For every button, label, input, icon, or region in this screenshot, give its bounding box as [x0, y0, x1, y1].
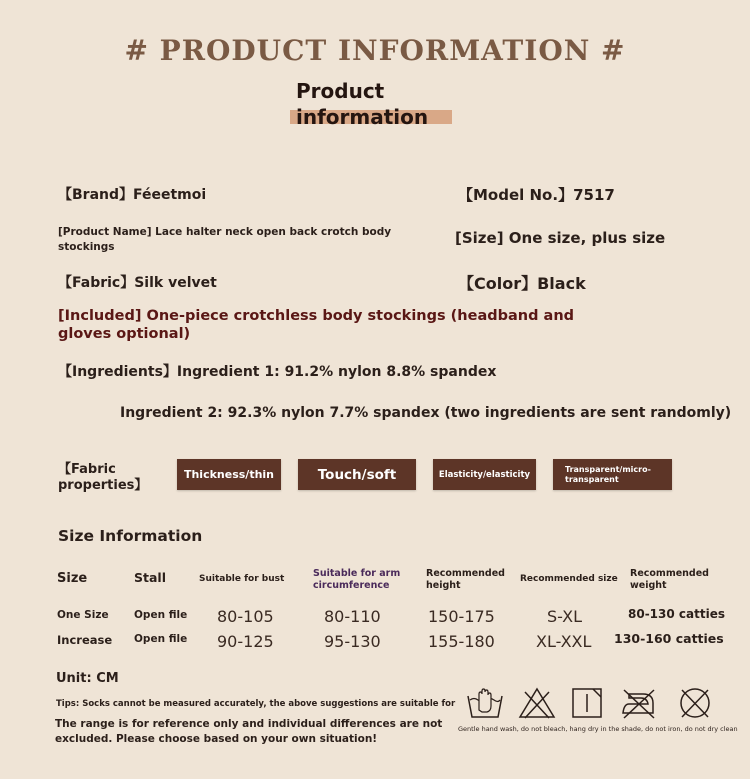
- size-text: [Size] One size, plus size: [455, 229, 666, 247]
- tips-text: Tips: Socks cannot be measured accurately, the above suggestions are suitable for: [56, 699, 456, 709]
- row2-arm: 95-130: [324, 632, 381, 651]
- row2-bust: 90-125: [217, 632, 274, 651]
- no-dry-clean-icon: [675, 686, 715, 720]
- no-iron-icon: [619, 686, 659, 720]
- section-title-line1: Product: [296, 79, 385, 103]
- col-arm-header: Suitable for arm circumference: [313, 568, 401, 591]
- row1-recsize: S-XL: [547, 607, 583, 626]
- section-title: [296, 78, 428, 130]
- fabric-properties-label: 【Fabric properties】: [58, 462, 148, 493]
- col-stall-header: Stall: [134, 570, 166, 585]
- brand-text: 【Brand】Féeetmoi: [58, 187, 207, 203]
- tag-transparent: Transparent/micro-transparent: [553, 459, 672, 490]
- row2-size: Increase: [57, 633, 113, 647]
- col-size-header: Size: [57, 571, 88, 586]
- tag-elasticity: Elasticity/elasticity: [433, 459, 536, 490]
- product-name-text: [Product Name] Lace halter neck open back crotch body stockings: [58, 226, 392, 253]
- page-header: # PRODUCT INFORMATION #: [124, 34, 626, 67]
- row1-weight: 80-130 catties: [628, 607, 725, 621]
- ingredients-line1: 【Ingredients】Ingredient 1: 91.2% nylon 8.8% spandex: [58, 364, 497, 380]
- hand-wash-icon: [465, 686, 505, 720]
- size-info-title: Size Information: [58, 527, 203, 545]
- included-text: [Included] One-piece crotchless body stockings (headband and gloves optional): [58, 308, 575, 342]
- row1-size: One Size: [57, 609, 109, 621]
- tag-thickness: Thickness/thin: [177, 459, 281, 490]
- hang-dry-shade-icon: [567, 686, 607, 720]
- row2-recsize: XL-XXL: [536, 632, 592, 651]
- ingredients-line2: Ingredient 2: 92.3% nylon 7.7% spandex (two ingredients are sent randomly): [120, 405, 732, 421]
- model-text: 【Model No.】7517: [458, 186, 615, 204]
- unit-label: Unit: CM: [56, 671, 119, 686]
- col-bust-header: Suitable for bust: [199, 574, 285, 584]
- row1-stall: Open file: [134, 609, 188, 621]
- color-text: 【Color】Black: [458, 274, 586, 293]
- row2-stall: Open file: [134, 633, 188, 645]
- fabric-text: 【Fabric】Silk velvet: [58, 275, 217, 291]
- row1-arm: 80-110: [324, 607, 381, 626]
- range-text: The range is for reference only and individual differences are not excluded. Please choose based on your own situation!: [55, 718, 443, 745]
- col-weight-header: Recommended weight: [630, 568, 709, 591]
- tag-touch: Touch/soft: [298, 459, 416, 490]
- col-height-header: Recommended height: [426, 568, 505, 591]
- care-instructions-text: Gentle hand wash, do not bleach, hang dry in the shade, do not iron, do not dry clean: [458, 725, 738, 733]
- no-bleach-icon: [517, 686, 557, 720]
- col-recsize-header: Recommended size: [520, 574, 618, 584]
- row1-bust: 80-105: [217, 607, 274, 626]
- row2-weight: 130-160 catties: [614, 631, 724, 646]
- row2-height: 155-180: [428, 632, 495, 651]
- row1-height: 150-175: [428, 607, 495, 626]
- section-title-line2: information: [296, 105, 429, 129]
